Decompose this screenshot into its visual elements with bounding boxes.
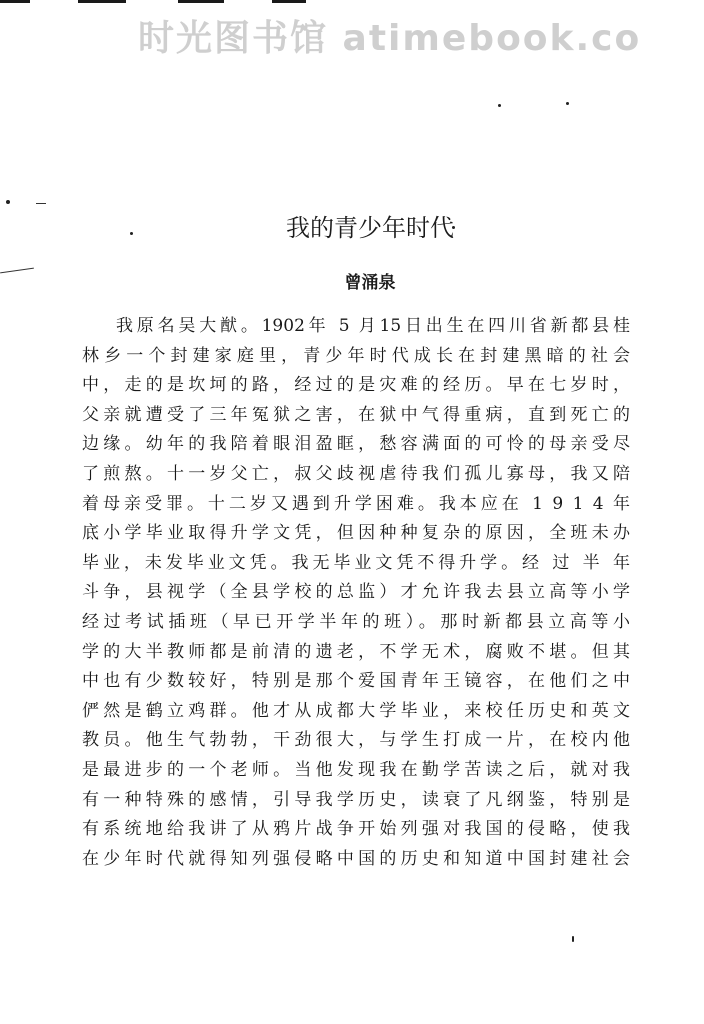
watermark: 时光图书馆 atimebook.co xyxy=(138,18,642,59)
text-line: 在少年时代就得知列强侵略中国的历史和知道中国封建社会 xyxy=(82,848,630,869)
top-rule-4 xyxy=(272,0,306,3)
scan-mark xyxy=(36,203,46,204)
text-line: 边缘。幼年的我陪着眼泪盈眶，愁容满面的可怜的母亲受尽 xyxy=(82,434,630,455)
top-rule-3 xyxy=(178,0,224,3)
scan-speck xyxy=(498,104,501,107)
text-line: 中也有少数较好，特别是那个爱国青年王镜容，在他们之中 xyxy=(82,671,630,692)
body-paragraph xyxy=(82,312,630,874)
scan-speck xyxy=(572,936,574,942)
text-line: 着母亲受罪。十二岁又遇到升学困难。我本应在 1 9 1 4 年 xyxy=(82,493,630,514)
text-line: 父亲就遭受了三年冤狱之害，在狱中气得重病，直到死亡的 xyxy=(82,404,630,425)
scan-speck xyxy=(6,200,10,204)
scan-speck xyxy=(566,102,569,105)
text-line: 底小学毕业取得升学文凭，但因种种复杂的原因，全班未办 xyxy=(82,523,630,544)
author-name: 曾涌泉 xyxy=(344,273,396,293)
text-line: 中，走的是坎坷的路，经过的是灾难的经历。早在七岁时， xyxy=(82,375,630,396)
text-line: 教员。他生气勃勃，干劲很大，与学生打成一片，在校内他 xyxy=(82,730,630,751)
text-line: 经过考试插班（早已开学半年的班）。那时新都县立高等小 xyxy=(82,611,630,632)
text-line: 有一种特殊的感情，引导我学历史，读衰了凡纲鉴，特别是 xyxy=(82,789,630,810)
top-rule-1 xyxy=(0,0,30,3)
text-line: 是最进步的一个老师。当他发现我在勤学苦读之后，就对我 xyxy=(82,759,630,780)
text-line: 学的大半教师都是前清的遗老，不学无术，腐败不堪。但其 xyxy=(82,641,630,662)
text-line: 斗争，县视学（全县学校的总监）才允许我去县立高等小学 xyxy=(82,582,630,603)
text-line: 俨然是鹤立鸡群。他才从成都大学毕业，来校任历史和英文 xyxy=(82,700,630,721)
text-line: 有系统地给我讲了从鸦片战争开始列强对我国的侵略，使我 xyxy=(82,819,630,840)
text-line: 了煎熬。十一岁父亡，叔父歧视虐待我们孤儿寡母，我又陪 xyxy=(82,463,630,484)
text-line: 我原名吴大猷。1902年 5 月15日出生在四川省新都县桂 xyxy=(116,316,630,336)
text-line: 林乡一个封建家庭里，青少年时代成长在封建黑暗的社会 xyxy=(82,345,630,366)
text-line: 毕业，未发毕业文凭。我无毕业文凭不得升学。经 过 半 年 xyxy=(82,552,630,573)
top-rule-2 xyxy=(78,0,126,3)
page-title: 我的青少年时代 xyxy=(286,214,454,242)
